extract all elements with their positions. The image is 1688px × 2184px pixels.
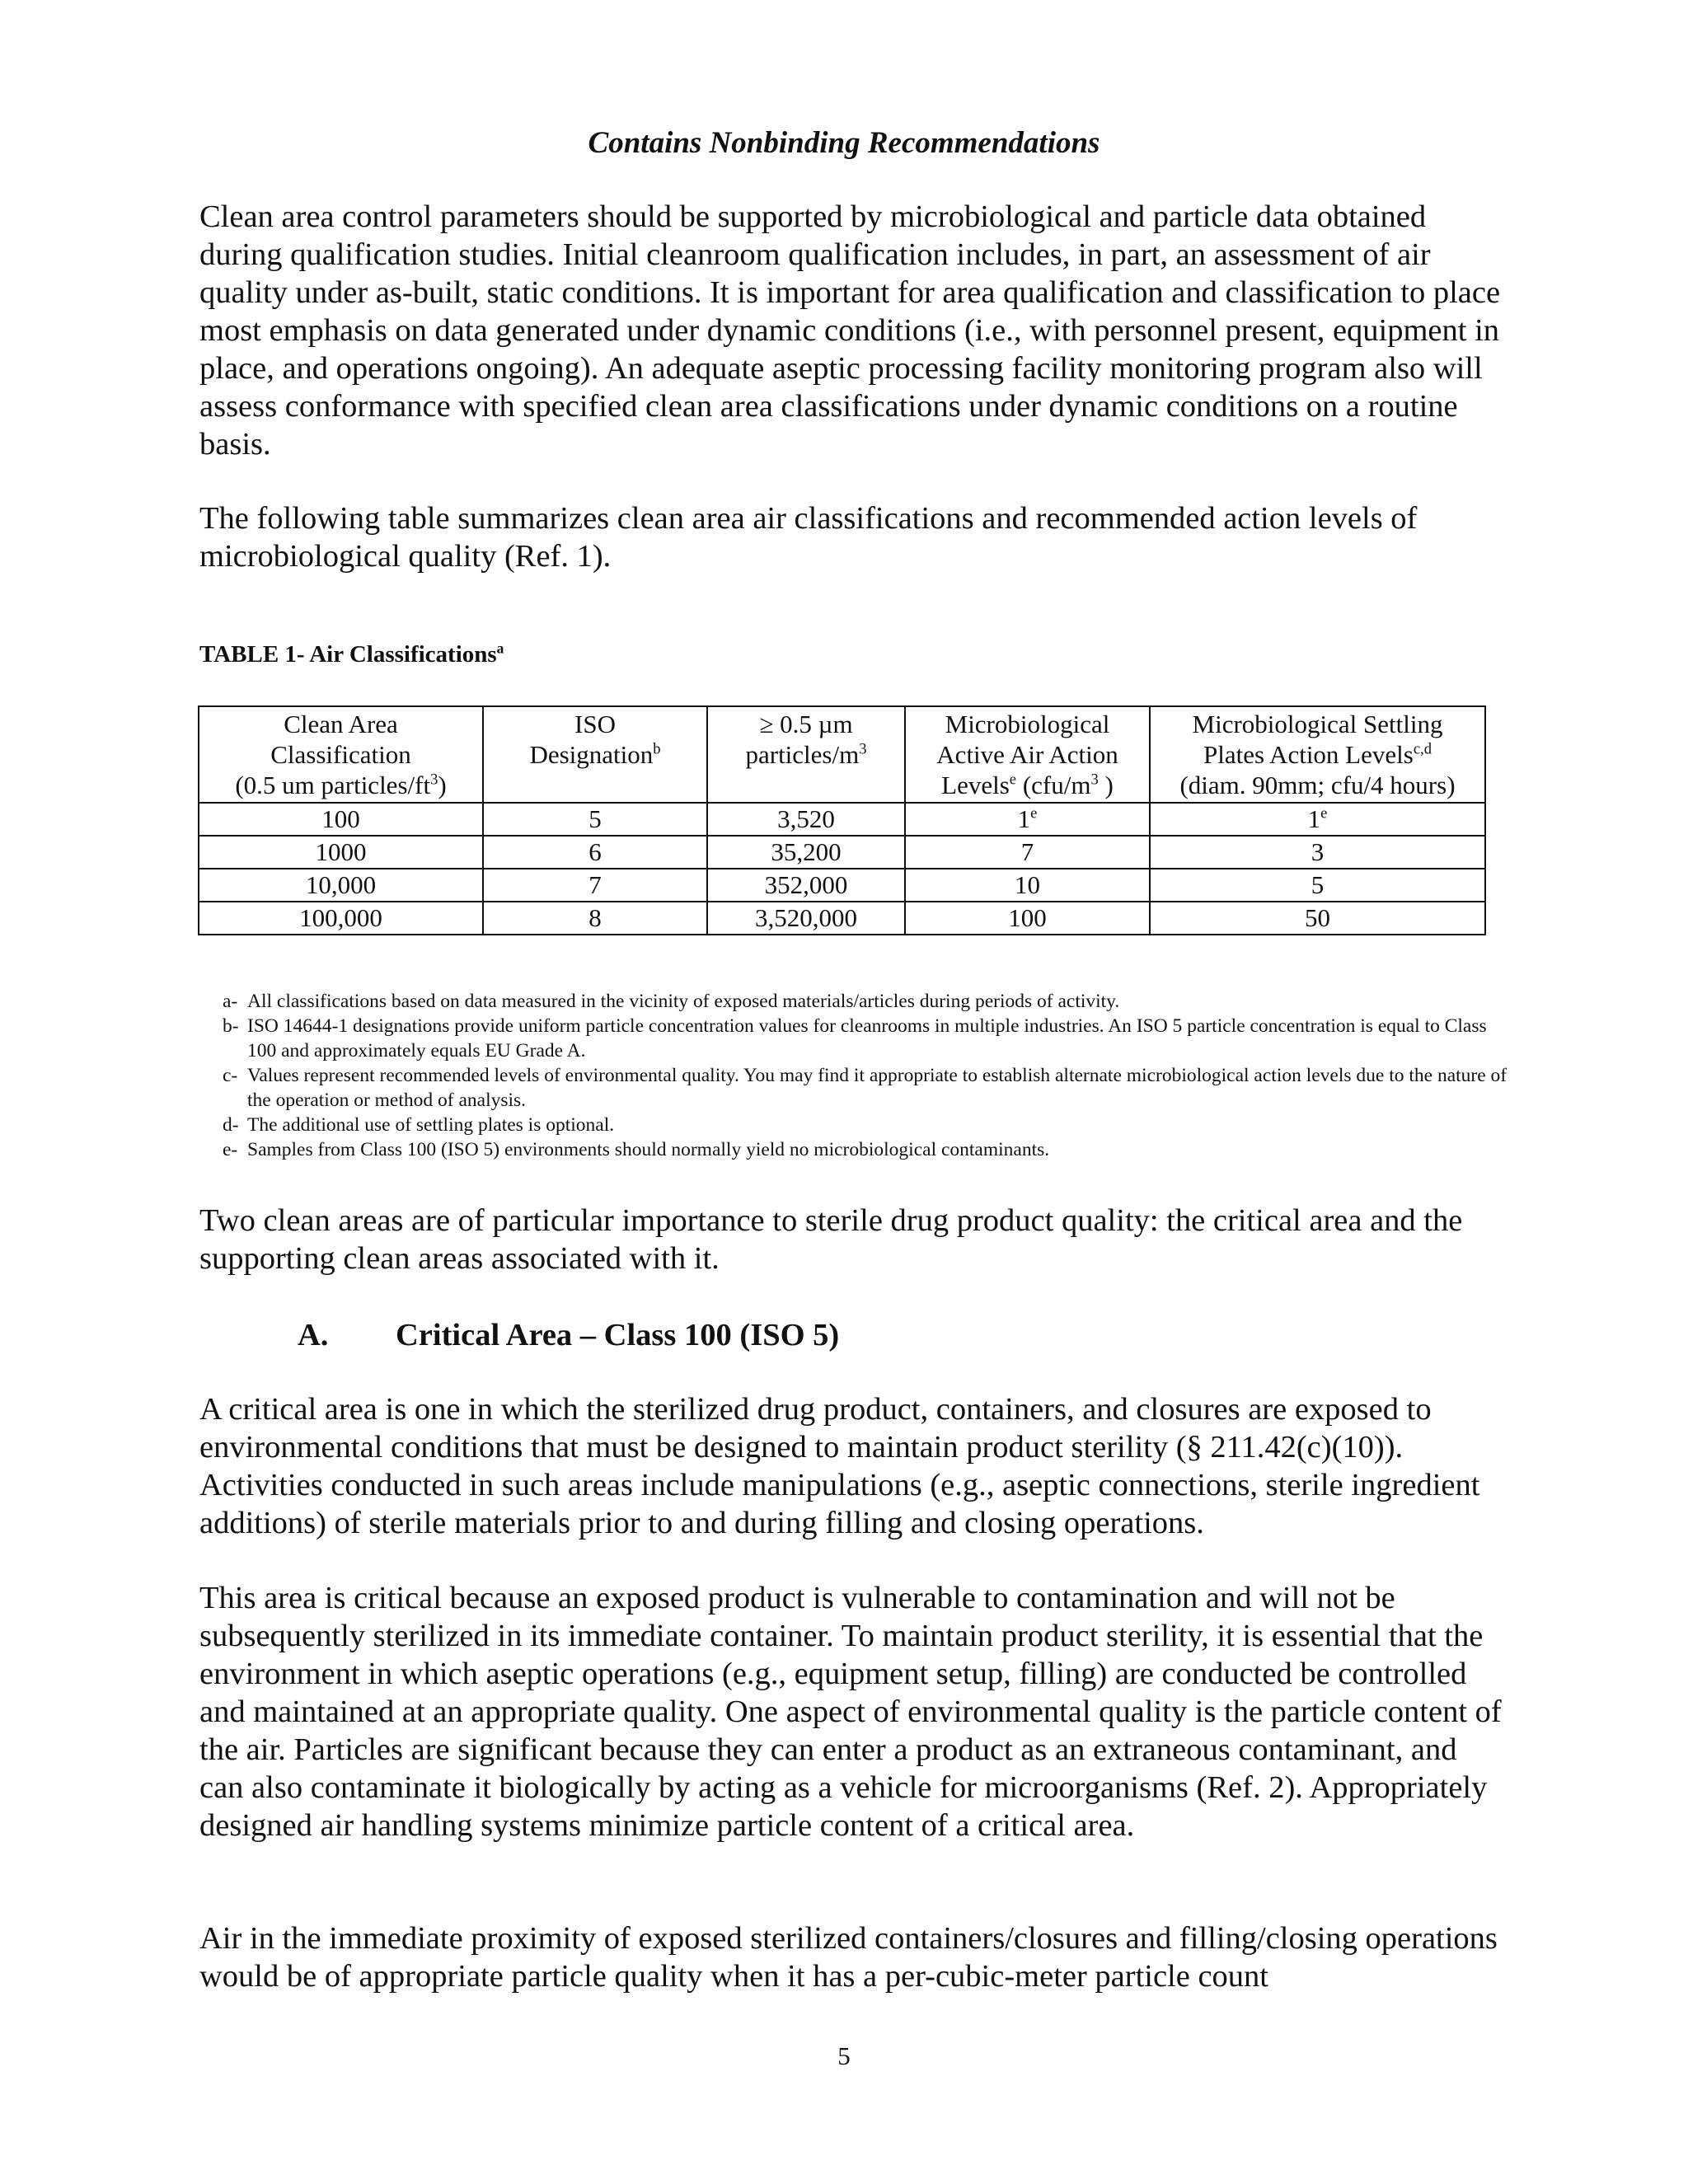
cell-settling: 1e: [1150, 803, 1485, 836]
page-header: Contains Nonbinding Recommendations: [588, 126, 1100, 160]
cell-active-air: 10: [905, 869, 1150, 902]
header-settling-plates-action-levels: Microbiological Settling Plates Action Levels$^{c,d}$ (diam. 90mm; cfu/4 hours): [1150, 706, 1485, 803]
paragraph-two-clean-areas: Two clean areas are of particular importance to sterile drug product quality: the critical area and the supporting clean areas associated with it.: [199, 1203, 1463, 1276]
cell-particles: 352,000: [707, 869, 905, 902]
section-heading: [298, 1317, 839, 1353]
table-header-row: [199, 706, 1485, 803]
cell-active-air: 7: [905, 836, 1150, 869]
cell-active-air: 1e: [905, 803, 1150, 836]
footnote-item: d- The additional use of settling plates is optional.: [223, 1114, 615, 1136]
table-row: [199, 869, 1485, 902]
paragraph-critical-area-importance: This area is critical because an exposed product is vulnerable to contamination and will not be subsequently sterilized in its immediate container. To maintain product sterility, it is essential that the environment in which aseptic operations (e.g., equipment setup, filling) are conducted be controlled and maintained at an appropriate quality. One aspect of environmental quality is the particle content of the air. Particles are significant because they can enter a product as an extraneous contaminant, and can also contaminate it biologically by acting as a vehicle for microorganisms (Ref. 2). Appropriately designed air handling systems minimize particle content of a critical area.: [199, 1581, 1502, 1843]
cell-particles: 3,520: [707, 803, 905, 836]
header-iso-designation: ISO Designation$^b$: [483, 706, 707, 803]
page-number: 5: [837, 2041, 851, 2070]
header-clean-area-classification: Clean Area Classification (0.5 um particles/$ft^3$): [199, 706, 483, 803]
cell-iso: 5: [483, 803, 707, 836]
paragraph-air-proximity: Air in the immediate proximity of exposed sterilized containers/closures and filling/closing operations would be of appropriate particle quality when it has a per-cubic-meter particle count: [199, 1921, 1498, 1994]
cell-classification: 100,000: [199, 902, 483, 935]
cell-iso: 7: [483, 869, 707, 902]
table-footnotes: [223, 989, 1508, 1162]
header-active-air-action-levels: Microbiological Active Air Action Levels$^e$ ($cfu/m^3$ ): [905, 706, 1150, 803]
cell-active-air: 100: [905, 902, 1150, 935]
cell-iso: 6: [483, 836, 707, 869]
cell-particles: 35,200: [707, 836, 905, 869]
cell-settling: 5: [1150, 869, 1485, 902]
cell-classification: 10,000: [199, 869, 483, 902]
table-row: [199, 836, 1485, 869]
footnote-item: a- All classifications based on data measured in the vicinity of exposed materials/articles during periods of activity.: [223, 991, 1120, 1012]
section-letter: A.: [298, 1318, 329, 1352]
cell-settling: 50: [1150, 902, 1485, 935]
paragraph-clean-area-parameters: Clean area control parameters should be supported by microbiological and particle data obtained during qualification studies. Initial cleanroom qualification includes, in part, an assessment of air quality under as-built, static conditions. It is important for area qualification and classification to place most emphasis on data generated under dynamic conditions (i.e., with personnel present, equipment in place, and operations ongoing). An adequate aseptic processing facility monitoring program also will assess conformance with specified clean area classifications under dynamic conditions on a routine basis.: [199, 199, 1501, 462]
paragraph-critical-area-definition: A critical area is one in which the sterilized drug product, containers, and closures are exposed to environmental conditions that must be designed to maintain product sterility (§ 211.42(c)(10)). Activities conducted in such areas include manipulations (e.g., aseptic connections, sterile ingredient additions) of sterile materials prior to and during filling and closing operations.: [199, 1392, 1480, 1540]
cell-particles: 3,520,000: [707, 902, 905, 935]
paragraph-table-intro: The following table summarizes clean area air classifications and recommended action levels of microbiological quality (Ref. 1).: [199, 501, 1418, 574]
cell-classification: 100: [199, 803, 483, 836]
table-caption: TABLE 1- Air Classifications$^a$: [199, 640, 504, 668]
table-row: [199, 902, 1485, 935]
footnote-item: b- ISO 14644-1 designations provide uniform particle concentration values for cleanrooms in multiple industries. An ISO 5 particle concentration is equal to Class 100 and approximately equals EU Grade A.: [223, 1015, 1487, 1062]
header-particles-per-m3: ≥ 0.5 µm particles/$m^3$: [707, 706, 905, 803]
footnote-item: c- Values represent recommended levels of environmental quality. You may find it appropriate to establish alternate microbiological action levels due to the nature of the operation or method of analysis.: [223, 1065, 1507, 1111]
section-title: Critical Area – Class 100 (ISO 5): [396, 1318, 840, 1352]
caption-footnote-marker: a: [496, 640, 504, 657]
cell-classification: 1000: [199, 836, 483, 869]
cell-settling: 3: [1150, 836, 1485, 869]
footnote-item: e- Samples from Class 100 (ISO 5) environments should normally yield no microbiological contaminants.: [223, 1139, 1050, 1160]
air-classifications-table: [198, 705, 1486, 935]
table-row: [199, 803, 1485, 836]
cell-iso: 8: [483, 902, 707, 935]
